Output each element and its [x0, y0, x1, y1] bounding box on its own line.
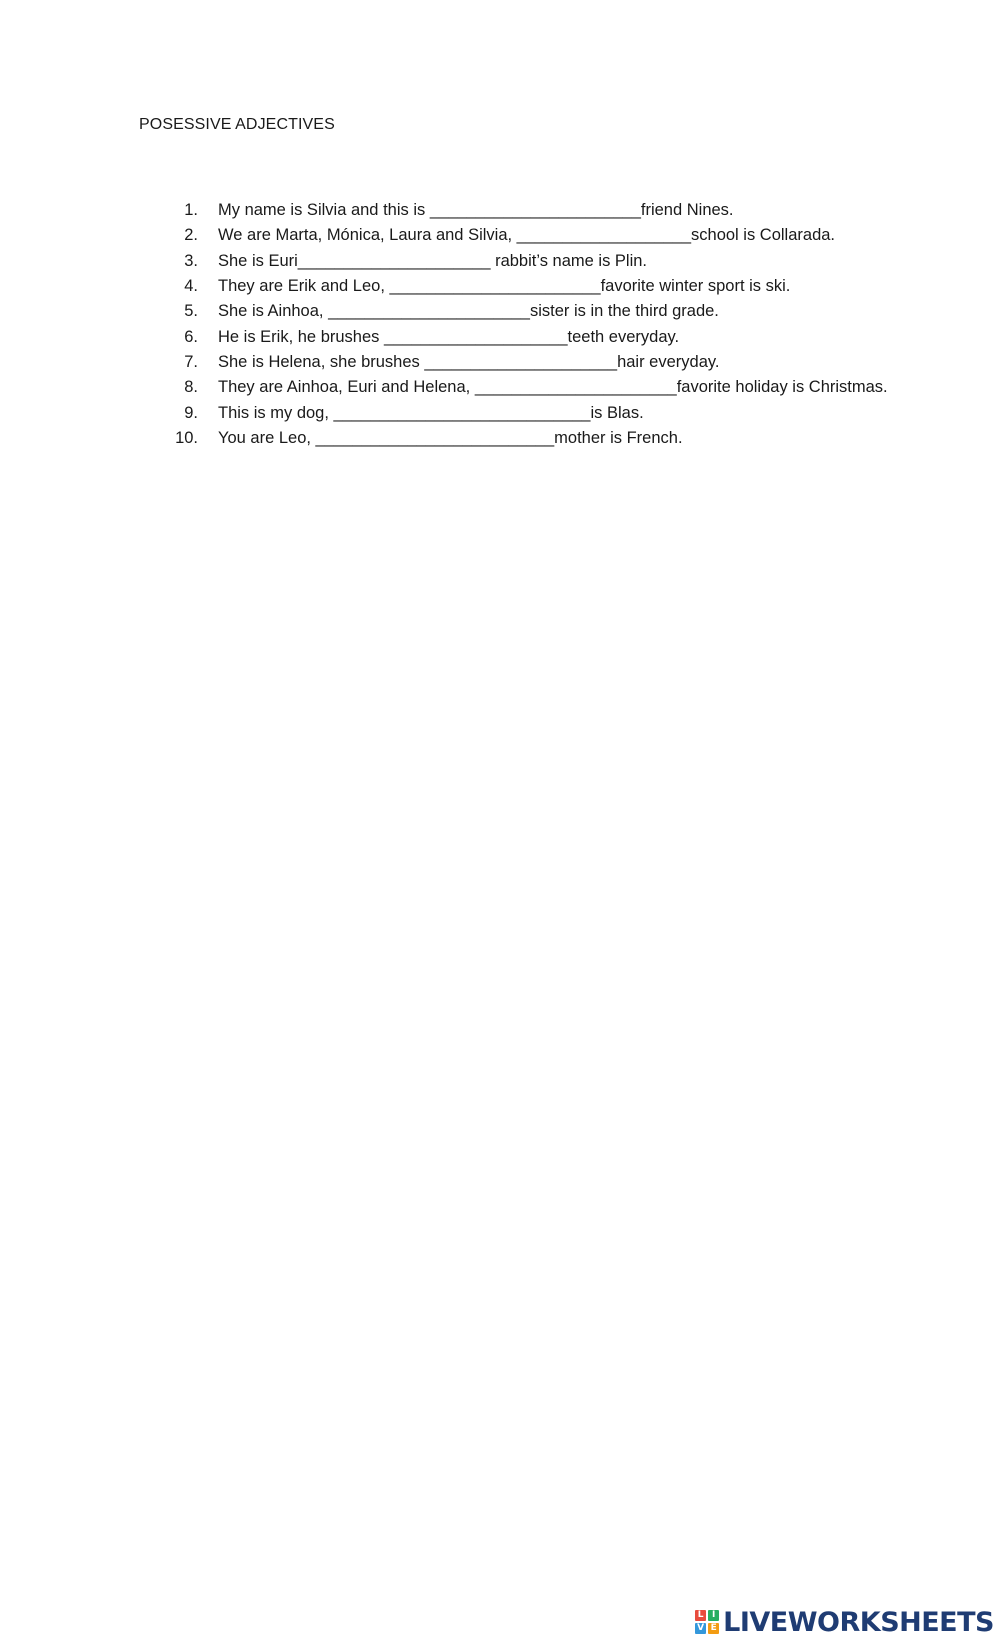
exercise-number: 10. — [175, 428, 198, 447]
logo-letter-tile: E — [708, 1623, 719, 1634]
exercise-sentence: My name is Silvia and this is _______________________friend Nines. — [218, 201, 734, 220]
exercise-sentence: You are Leo, __________________________mother is French. — [218, 428, 683, 447]
exercise-number: 8. — [184, 378, 198, 397]
logo-letter-tile: I — [708, 1610, 719, 1621]
exercise-sentence: They are Ainhoa, Euri and Helena, ______________________favorite holiday is Christmas. — [218, 378, 888, 397]
exercise-number: 1. — [184, 201, 198, 220]
exercise-sentence: This is my dog, ____________________________is Blas. — [218, 403, 644, 422]
exercise-item — [160, 299, 888, 324]
logo-letter-tile: L — [695, 1610, 706, 1621]
liveworksheets-logo-icon — [695, 1610, 719, 1634]
exercise-item — [160, 426, 888, 451]
exercise-number: 5. — [184, 302, 198, 321]
exercise-item — [160, 400, 888, 425]
exercise-item — [160, 249, 888, 274]
exercise-number: 6. — [184, 327, 198, 346]
exercise-item — [160, 198, 888, 223]
exercise-item — [160, 223, 888, 248]
exercise-sentence: We are Marta, Mónica, Laura and Silvia, ___________________school is Collarada. — [218, 226, 836, 245]
exercise-item — [160, 324, 888, 349]
exercise-number: 9. — [184, 403, 198, 422]
liveworksheets-logo — [695, 1606, 994, 1638]
worksheet-title: POSESSIVE ADJECTIVES — [139, 116, 335, 133]
logo-letter-tile: V — [695, 1623, 706, 1634]
exercise-sentence: He is Erik, he brushes ____________________teeth everyday. — [218, 327, 680, 346]
liveworksheets-logo-text: LIVEWORKSHEETS — [723, 1606, 994, 1638]
exercise-sentence: She is Euri_____________________ rabbit’s name is Plin. — [218, 251, 648, 270]
exercise-number: 4. — [184, 277, 198, 296]
exercise-number: 2. — [184, 226, 198, 245]
exercise-list — [160, 198, 888, 451]
exercise-item — [160, 375, 888, 400]
exercise-item — [160, 350, 888, 375]
exercise-sentence: She is Ainhoa, ______________________sister is in the third grade. — [218, 302, 719, 321]
exercise-sentence: They are Erik and Leo, _______________________favorite winter sport is ski. — [218, 277, 791, 296]
exercise-number: 3. — [184, 251, 198, 270]
exercise-sentence: She is Helena, she brushes _____________________hair everyday. — [218, 352, 720, 371]
exercise-item — [160, 274, 888, 299]
exercise-number: 7. — [184, 352, 198, 371]
